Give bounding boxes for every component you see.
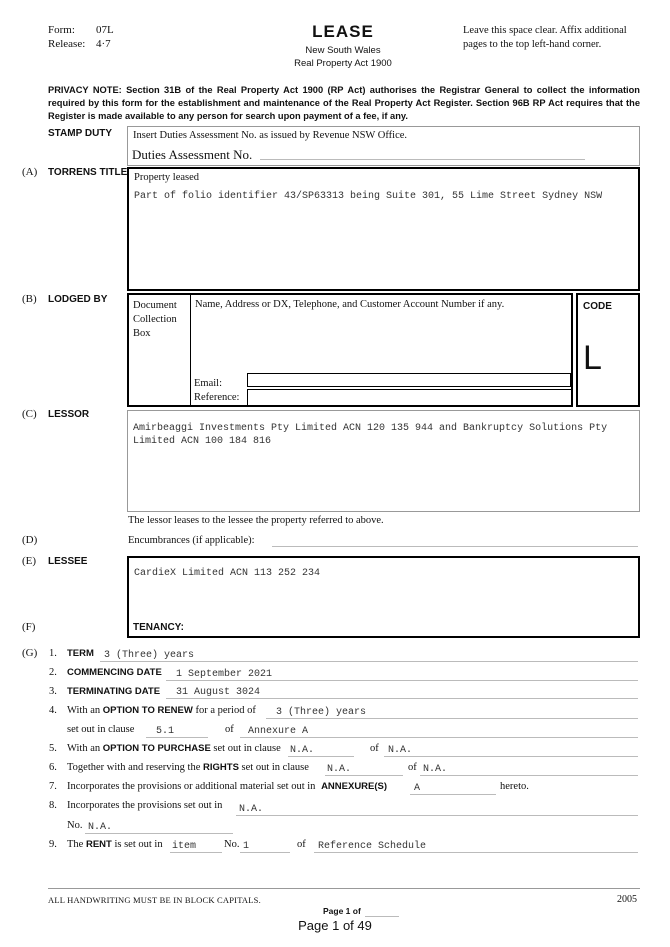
- terminating-row: 3. TERMINATING DATE: [49, 686, 161, 697]
- stamp-duty-label: STAMP DUTY: [48, 128, 113, 139]
- provisions-row: 8. Incorporates the provisions set out in: [49, 800, 223, 811]
- provisions-no-input[interactable]: [85, 833, 233, 834]
- lessee-letter: (E): [22, 555, 37, 567]
- purchase-clause-value: N.A.: [290, 745, 315, 756]
- document-collection-box: Document Collection Box: [133, 300, 177, 339]
- provisions-value: N.A.: [239, 804, 264, 815]
- purchase-clause-input[interactable]: [288, 756, 354, 757]
- corner-note: Leave this space clear. Affix additional pages to the top left-hand corner.: [463, 25, 627, 50]
- lessor-letter: (C): [22, 408, 37, 420]
- purchase-of-input[interactable]: [384, 756, 638, 757]
- provisions-no-label: No.: [67, 820, 83, 831]
- form-year: 2005: [617, 894, 637, 905]
- property-leased-value: Part of folio identifier 43/SP63313 being Suite 301, 55 Lime Street Sydney NSW: [134, 191, 603, 202]
- page-number: Page 1 of 49: [298, 918, 372, 933]
- lodged-name-instruction: Name, Address or DX, Telephone, and Customer Account Number if any.: [195, 299, 505, 310]
- renew-of-input[interactable]: [240, 737, 638, 738]
- rights-row: 6. Together with and reserving the RIGHTS set out in clause: [49, 762, 309, 773]
- annexure-hereto: hereto.: [500, 781, 529, 792]
- purchase-of-value: N.A.: [388, 745, 413, 756]
- encumbrances-letter: (D): [22, 534, 38, 546]
- commencing-value: 1 September 2021: [176, 669, 273, 680]
- lessee-value: CardieX Limited ACN 113 252 234: [134, 568, 321, 579]
- form-number: Form: 07L: [48, 24, 114, 36]
- lodged-by-letter: (B): [22, 293, 37, 305]
- email-input[interactable]: [247, 373, 571, 387]
- renew-period-input[interactable]: [266, 718, 638, 719]
- term-value: 3 (Three) years: [104, 650, 195, 661]
- annexure-value: A: [414, 783, 421, 794]
- reference-label: Reference:: [194, 392, 240, 403]
- act-name: Real Property Act 1900: [294, 58, 392, 69]
- lodged-by-box: [127, 293, 573, 407]
- rent-row: 9. The RENT is set out in: [49, 839, 163, 850]
- code-value: L: [583, 339, 602, 377]
- rent-no-value: 1: [243, 841, 250, 852]
- page-of-label: Page 1 of: [323, 906, 361, 916]
- page-total-input[interactable]: [365, 916, 399, 917]
- code-label: CODE: [583, 301, 612, 312]
- renew-of-value: Annexure A: [248, 726, 309, 737]
- annexure-row: 7. Incorporates the provisions or additional material set out in ANNEXURE(S): [49, 781, 388, 792]
- rent-no-input[interactable]: [240, 852, 290, 853]
- term-row: 1. TERM: [49, 648, 94, 659]
- rights-of-input[interactable]: [420, 775, 638, 776]
- email-label: Email:: [194, 378, 222, 389]
- property-leased-label: Property leased: [134, 172, 200, 183]
- rent-item-value: item: [172, 841, 197, 852]
- lodged-divider: [190, 295, 191, 405]
- commencing-input[interactable]: [166, 680, 638, 681]
- purchase-row: 5. With an OPTION TO PURCHASE set out in clause: [49, 743, 281, 754]
- code-box: [576, 293, 640, 407]
- lessor-label: LESSOR: [48, 409, 90, 420]
- handwriting-note: ALL HANDWRITING MUST BE IN BLOCK CAPITALS.: [48, 895, 261, 905]
- tenancy-letter: (F): [22, 621, 36, 633]
- property-leased-box[interactable]: [127, 167, 640, 291]
- tenancy-label: TENANCY:: [133, 622, 184, 633]
- torrens-letter: (A): [22, 166, 38, 178]
- rent-item-input[interactable]: [170, 852, 222, 853]
- renew-row: 4. With an OPTION TO RENEW for a period of: [49, 705, 256, 716]
- rights-clause-value: N.A.: [327, 764, 352, 775]
- renew-value: 3 (Three) years: [276, 707, 367, 718]
- purchase-of-label: of: [370, 743, 379, 754]
- lodged-by-label: LODGED BY: [48, 294, 108, 305]
- renew-clause-row: set out in clause: [67, 724, 135, 735]
- stamp-duty-instruction: Insert Duties Assessment No. as issued by Revenue NSW Office.: [133, 130, 408, 141]
- rights-clause-input[interactable]: [325, 775, 403, 776]
- duties-assessment-label: Duties Assessment No.: [132, 147, 253, 162]
- reference-input[interactable]: [247, 389, 571, 405]
- renew-of-label: of: [225, 724, 234, 735]
- terminating-value: 31 August 3024: [176, 687, 261, 698]
- release-number: Release: 4·7: [48, 38, 111, 50]
- privacy-note: PRIVACY NOTE: Section 31B of the Real Property Act 1900 (RP Act) authorises the Registrar General to collect the information required by this form for the establishment and maintenance of the Real Property Act Register. Section 96B RP Act requires that the Register is made available to any person for search upon payment of a fee, if any.: [48, 85, 640, 121]
- rent-of-value: Reference Schedule: [318, 841, 427, 852]
- terminating-input[interactable]: [166, 698, 638, 699]
- annexure-input[interactable]: [410, 794, 496, 795]
- rights-of-label: of: [408, 762, 417, 773]
- footer-divider: [48, 888, 640, 889]
- encumbrances-label: Encumbrances (if applicable):: [128, 535, 255, 546]
- provisions-no-value: N.A.: [88, 822, 113, 833]
- lessor-box[interactable]: [127, 410, 640, 512]
- section-g-letter: (G): [22, 647, 38, 659]
- encumbrances-input[interactable]: [272, 546, 638, 547]
- commencing-row: 2. COMMENCING DATE: [49, 667, 162, 678]
- lessee-label: LESSEE: [48, 556, 88, 567]
- jurisdiction: New South Wales: [305, 45, 381, 56]
- term-input[interactable]: [100, 661, 638, 662]
- duties-assessment-input[interactable]: [260, 159, 585, 160]
- torrens-label: TORRENS TITLE: [48, 167, 128, 178]
- stamp-duty-box: [127, 126, 640, 166]
- form-title: LEASE: [312, 22, 374, 41]
- rent-no-label: No.: [224, 839, 240, 850]
- lessor-value: Amirbeaggi Investments Pty Limited ACN 120 135 944 and Bankruptcy Solutions Pty Limited ACN 100 184 816: [133, 423, 608, 447]
- provisions-input[interactable]: [236, 815, 638, 816]
- rent-of-input[interactable]: [314, 852, 638, 853]
- renew-clause-input[interactable]: [146, 737, 208, 738]
- renew-clause-value: 5.1: [156, 726, 175, 737]
- rights-of-value: N.A.: [423, 764, 448, 775]
- rent-of-label: of: [297, 839, 306, 850]
- lessee-box[interactable]: [127, 556, 640, 638]
- lessor-note: The lessor leases to the lessee the property referred to above.: [128, 515, 384, 526]
